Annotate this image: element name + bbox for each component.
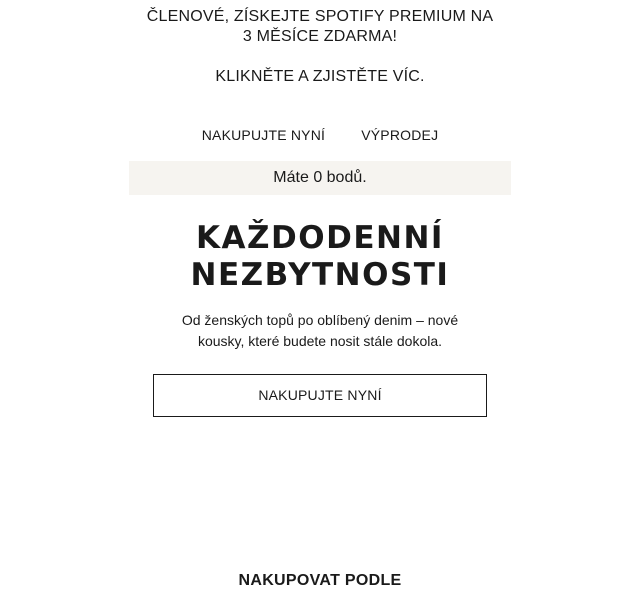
points-bar <box>129 161 511 195</box>
nav-shop-now-link[interactable]: NAKUPUJTE NYNÍ <box>201 127 326 143</box>
nav-sale-link[interactable]: VÝPRODEJ <box>361 127 439 143</box>
hero-subtitle-line-2: kousky, které budete nosit stále dokola. <box>197 333 443 349</box>
hero-title-line-2: NEZBYTNOSTI <box>190 257 450 293</box>
hero-subtitle-line-1: Od ženských topů po oblíbený denim – nové <box>181 312 459 328</box>
promo-cta-link[interactable]: KLIKNĚTE A ZJISTĚTE VÍC. <box>215 68 425 85</box>
promo-banner <box>0 7 640 87</box>
shop-by-section-title: NAKUPOVAT PODLE <box>238 572 402 589</box>
hero-title-line-1: KAŽDODENNÍ <box>196 220 444 256</box>
promo-line-1: ČLENOVÉ, ZÍSKEJTE SPOTIFY PREMIUM NA <box>146 8 494 25</box>
hero-subtitle <box>0 310 640 352</box>
top-nav <box>0 127 640 143</box>
points-text: Máte 0 bodů. <box>273 169 367 186</box>
promo-line-2: 3 MĚSÍCE ZDARMA! <box>242 28 398 45</box>
hero-title <box>0 220 640 294</box>
shop-now-button[interactable]: NAKUPUJTE NYNÍ <box>153 374 487 417</box>
